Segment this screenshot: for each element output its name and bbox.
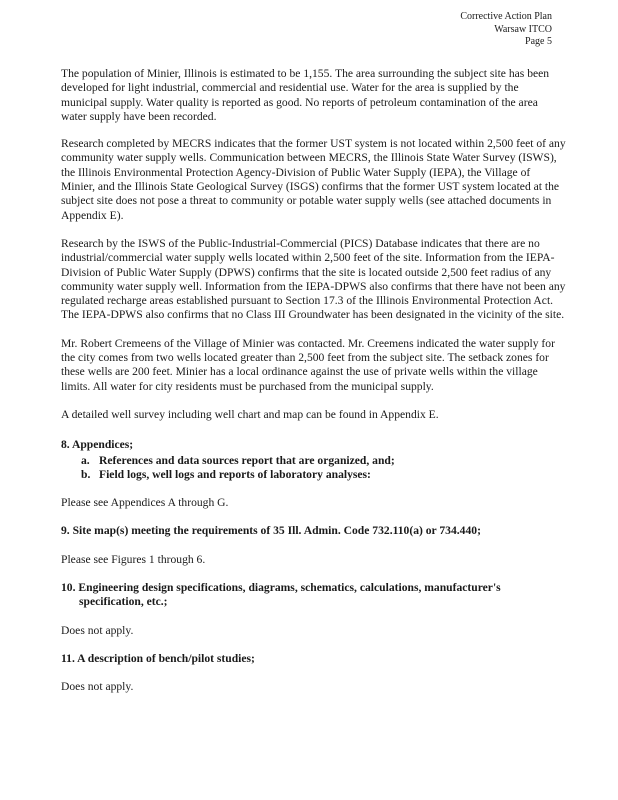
section-10-heading: 10. Engineering design specifications, diagrams, schematics, calculations, manufacturer's specification, etc.; (61, 581, 501, 609)
item-letter: b. (81, 467, 91, 481)
section-8-response: Please see Appendices A through G. (61, 496, 229, 510)
item-text: Field logs, well logs and reports of laboratory analyses: (99, 467, 371, 481)
header-page-number: Page 5 (525, 36, 552, 47)
header-project-name: Warsaw ITCO (494, 23, 552, 35)
paragraph-isws-research: Research by the ISWS of the Public-Industrial-Commercial (PICS) Database indicates that there are no industrial/commercial water supply wells located within 2,500 feet of the site. Information from the IEPA-Division of Public Water Supply (DPWS) confirms that the site is located outside 2,500 feet radius of any community water supply well. Information from the IEPA-DPWS also confirms that there have not been any regulated recharge areas established pursuant to Section 17.3 of the Illinois Environmental Protection Act. The IEPA-DPWS also confirms that no Class III Groundwater has been designated in the vicinity of the site. (61, 236, 566, 322)
section-11-response: Does not apply. (61, 680, 134, 694)
section-8-item-b (61, 468, 566, 482)
section-10-response: Does not apply. (61, 623, 134, 637)
header-document-title: Corrective Action Plan (460, 11, 552, 22)
section-8-item-a (61, 454, 566, 468)
item-letter: a. (81, 453, 90, 467)
page-header (460, 11, 552, 49)
section-11-heading: 11. A description of bench/pilot studies; (61, 651, 255, 665)
section-8-heading: 8. Appendices; (61, 438, 134, 452)
paragraph-mecrs-research: Research completed by MECRS indicates that the former UST system is not located within 2,500 feet of any community water supply wells. Communication between MECRS, the Illinois State Water Survey (ISWS), the Illinois Environmental Protection Agency-Division of Public Water Supply (IEPA), the Village of Minier, and the Illinois State Geological Survey (ISGS) confirms that the former UST system located at the subject site does not pose a threat to community or potable water supply wells (see attached documents in Appendix E). (61, 137, 566, 222)
section-8-items (61, 454, 566, 483)
section-8 (61, 438, 566, 482)
document-body (61, 67, 566, 709)
paragraph-well-survey: A detailed well survey including well chart and map can be found in Appendix E. (61, 407, 439, 421)
paragraph-population: The population of Minier, Illinois is estimated to be 1,155. The area surrounding the subject site has been developed for light industrial, commercial and residential use. Water for the area is supplied by the municipal supply. Water quality is reported as good. No reports of petroleum contamination of the area water supply have been recorded. (61, 67, 550, 123)
section-9-heading: 9. Site map(s) meeting the requirements of 35 Ill. Admin. Code 732.110(a) or 734.440; (61, 524, 481, 538)
paragraph-village-contact: Mr. Robert Cremeens of the Village of Minier was contacted. Mr. Creemens indicated the water supply for the city comes from two wells located greater than 2,500 feet from the subject site. The setback zones for these wells are 200 feet. Minier has a local ordinance against the use of private wells within the village limits. All water for city residents must be purchased from the municipal supply. (61, 336, 555, 393)
section-9-response: Please see Figures 1 through 6. (61, 552, 206, 566)
item-text: References and data sources report that are organized, and; (99, 453, 395, 467)
